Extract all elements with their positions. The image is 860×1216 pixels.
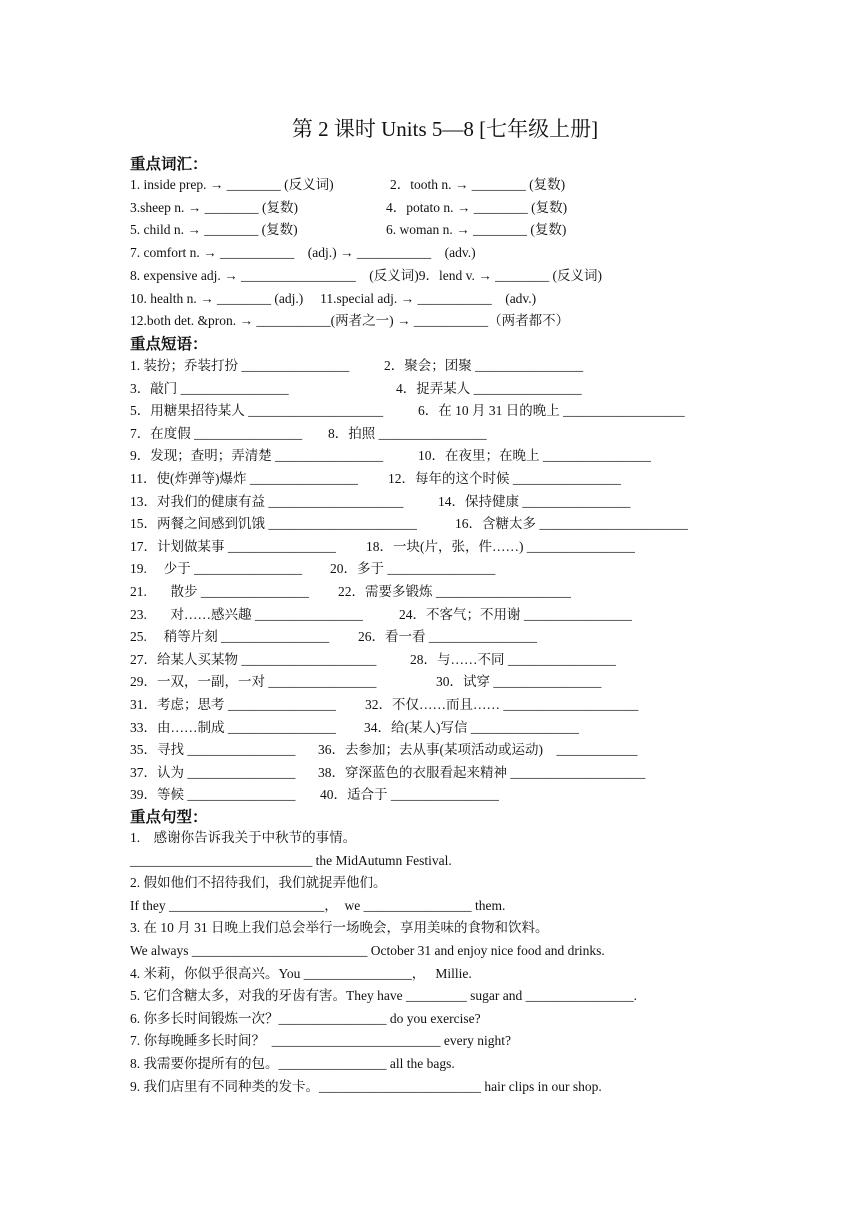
phrase-item: 15．两餐之间感到饥饿 ______________________ <box>130 516 417 532</box>
sentence-line: 7. 你每晚睡多长时间？ _________________________ every night? <box>130 1033 511 1049</box>
sentences-heading: 重点句型： <box>130 809 208 826</box>
phrase-item: 33．由……制成 ________________ <box>130 719 336 735</box>
phrase-item: 36．去参加；去从事(某项活动或运动) ____________ <box>318 742 638 758</box>
sentence-line: 9. 我们店里有不同种类的发卡。________________________ hair clips in our shop. <box>130 1078 602 1094</box>
phrase-item: 4．捉弄某人 ________________ <box>396 380 582 396</box>
vocab-item: 5. child n. → ________ (复数) <box>130 222 298 237</box>
sentence-line: ___________________________ the MidAutumn Festival. <box>130 852 452 868</box>
phrase-item: 29．一双，一副，一对 ________________ <box>130 674 377 690</box>
vocab-item: 8. expensive adj. → _________________ (反义词)9．lend v. → ________ (反义词) <box>130 268 602 283</box>
phrases-heading: 重点短语： <box>130 336 208 353</box>
sentence-line: 1. 感谢你告诉我关于中秋节的事情。 <box>130 830 357 845</box>
phrase-item: 37．认为 ________________ <box>130 764 296 780</box>
sentence-line: 3. 在 10 月 31 日晚上我们总会举行一场晚会，享用美味的食物和饮料。 <box>130 920 549 936</box>
sentence-line: 2. 假如他们不招待我们，我们就捉弄他们。 <box>130 875 387 891</box>
phrase-item: 12．每年的这个时候 ________________ <box>388 471 621 486</box>
phrase-item: 9．发现；查明；弄清楚 ________________ <box>130 448 384 464</box>
phrase-item: 16．含糖太多 ______________________ <box>455 516 688 532</box>
phrase-item: 11．使(炸弹等)爆炸 ________________ <box>130 471 358 486</box>
phrase-item: 38．穿深蓝色的衣服看起来精神 ____________________ <box>318 764 646 780</box>
vocab-heading: 重点词汇： <box>130 156 208 173</box>
vocab-item: 4．potato n. → ________ (复数) <box>386 200 568 215</box>
sentence-line: 5. 它们含糖太多，对我的牙齿有害。They have _________ sugar and ________________. <box>130 988 637 1004</box>
phrase-item: 34．给(某人)写信 ________________ <box>364 719 579 735</box>
phrase-item: 17．计划做某事 ________________ <box>130 538 336 554</box>
phrase-item: 5．用糖果招待某人 ____________________ <box>130 403 384 419</box>
phrase-item: 24．不客气；不用谢 ________________ <box>399 606 632 622</box>
phrase-item: 2．聚会；团聚 ________________ <box>384 358 584 373</box>
phrase-item: 7．在度假 ________________ <box>130 425 303 441</box>
phrase-item: 8．拍照 ________________ <box>328 425 487 441</box>
phrase-item: 27．给某人买某物 ____________________ <box>130 651 377 667</box>
sentence-line: We always __________________________ October 31 and enjoy nice food and drinks. <box>130 943 605 958</box>
sentence-line: 8. 我需要你提所有的包。________________ all the bags. <box>130 1056 455 1071</box>
phrase-item: 23. 对……感兴趣 ________________ <box>130 606 363 622</box>
vocab-item: 3.sheep n. → ________ (复数) <box>130 200 298 215</box>
vocab-item: 6. woman n. → ________ (复数) <box>386 222 567 237</box>
vocab-item: 12.both det. &pron. → ___________(两者之一) → ___________（两者都不） <box>130 313 570 328</box>
phrase-item: 14．保持健康 ________________ <box>438 493 631 509</box>
vocab-item: 7. comfort n. → ___________ (adj.) → ___________ (adv.) <box>130 245 476 260</box>
phrase-item: 22．需要多锻炼 ____________________ <box>338 584 571 599</box>
vocab-item: 1. inside prep. → ________ (反义词) <box>130 177 334 192</box>
phrase-item: 13．对我们的健康有益 ____________________ <box>130 493 404 509</box>
phrase-item: 40．适合于 ________________ <box>320 787 499 803</box>
phrase-item: 18．一块(片，张，件……) ________________ <box>366 538 635 554</box>
phrase-item: 3．敲门 ________________ <box>130 380 289 396</box>
phrase-item: 19. 少于 ________________ <box>130 561 303 577</box>
sentence-line: 6. 你多长时间锻炼一次？________________ do you exercise? <box>130 1010 481 1026</box>
phrase-item: 39．等候 ________________ <box>130 787 296 803</box>
phrase-item: 31．考虑；思考 ________________ <box>130 697 336 712</box>
vocab-item: 10. health n. → ________ (adj.) 11.special adj. → ___________ (adv.) <box>130 291 537 306</box>
phrase-item: 32．不仅……而且…… ____________________ <box>365 697 639 712</box>
phrase-item: 21. 散步 ________________ <box>130 584 309 599</box>
sentence-line: If they _______________________， we ________________ them. <box>130 897 506 913</box>
phrase-item: 20．多于 ________________ <box>330 561 496 577</box>
vocab-item: 2．tooth n. → ________ (复数) <box>390 177 566 192</box>
sentence-line: 4. 米莉，你似乎很高兴。You ________________， Millie. <box>130 965 472 981</box>
phrase-item: 28．与……不同 ________________ <box>410 651 616 667</box>
phrase-item: 26．看一看 ________________ <box>358 629 537 645</box>
phrase-item: 1. 装扮；乔装打扮 ________________ <box>130 358 350 373</box>
phrase-item: 6．在 10 月 31 日的晚上 __________________ <box>418 403 685 419</box>
page-title: 第 2 课时 Units 5—8 [七年级上册] <box>291 117 599 141</box>
phrase-item: 35．寻找 ________________ <box>130 742 296 758</box>
phrase-item: 10．在夜里；在晚上 ________________ <box>418 448 651 464</box>
phrase-item: 30．试穿 ________________ <box>436 674 602 690</box>
phrase-item: 25. 稍等片刻 ________________ <box>130 629 330 645</box>
